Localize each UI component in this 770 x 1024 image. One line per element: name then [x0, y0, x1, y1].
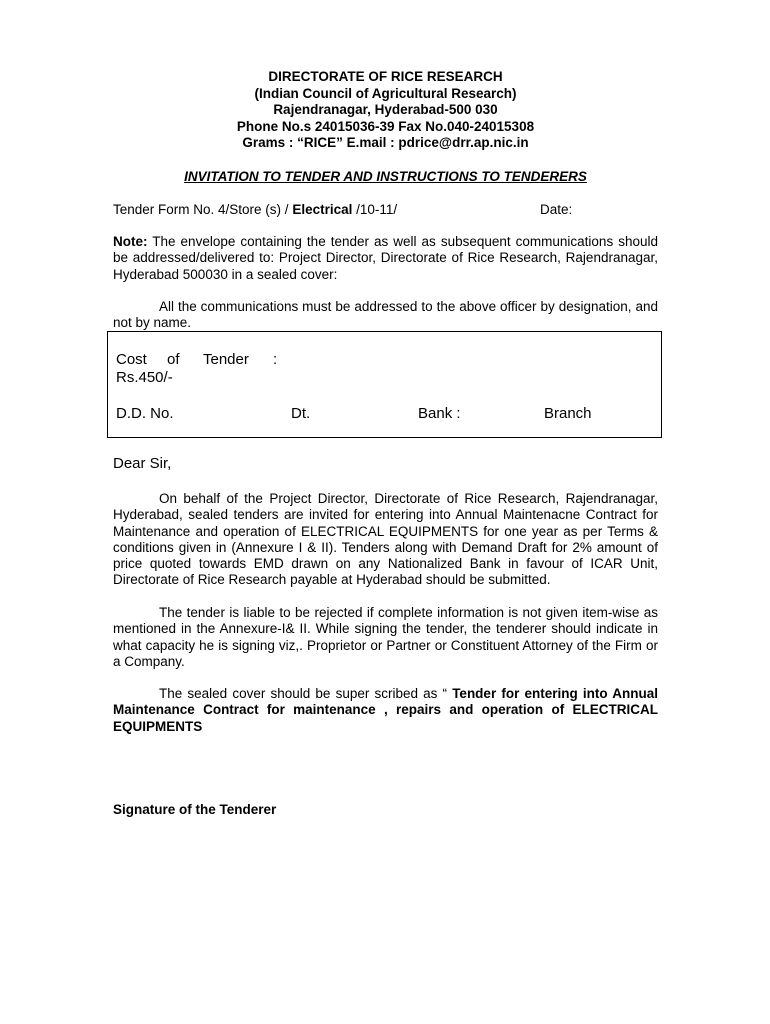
salutation: Dear Sir,	[113, 455, 172, 472]
tender-cost-amount: Rs.450/-	[116, 369, 173, 386]
dd-date-label: Dt.	[291, 405, 311, 422]
form-number-prefix: Tender Form No. 4/Store (s) /	[113, 202, 293, 217]
address: Rajendranagar, Hyderabad-500 030	[273, 102, 498, 117]
note-paragraph	[113, 234, 658, 283]
of-label: of	[167, 351, 180, 368]
organization-name: DIRECTORATE OF RICE RESEARCH	[268, 69, 503, 84]
date-label: Date:	[540, 202, 573, 217]
tender-cost-box	[107, 331, 662, 438]
dd-number-label: D.D. No.	[116, 405, 174, 422]
bank-label: Bank :	[418, 405, 461, 422]
communications-paragraph: All the communications must be addressed to the above officer by designation, and not by name.	[113, 299, 658, 331]
note-label: Note:	[113, 234, 148, 249]
document-title: INVITATION TO TENDER AND INSTRUCTIONS TO TENDERERS	[184, 169, 587, 184]
superscription-text: Tender for entering into Annual Maintenance Contract for maintenance , repairs and operation of ELECTRICAL EQUIPMENTS	[113, 686, 659, 734]
grams-email: Grams : “RICE” E.mail : pdrice@drr.ap.nic.in	[242, 135, 529, 150]
body-paragraph-1: On behalf of the Project Director, Directorate of Rice Research, Rajendranagar, Hyderabad, sealed tenders are invited for entering into Annual Maintenacne Contract for Maintenance and operation of ELECTRICAL EQUIPMENTS for one year as per Terms & conditions given in (Annexure I & II). Tenders along with Demand Draft for 2% amount of price quoted towards EMD drawn on any Nationalized Bank in favour of ICAR Unit, Directorate of Rice Research payable at Hyderabad should be submitted.	[113, 491, 658, 588]
form-number-suffix: /10-11/	[352, 202, 398, 217]
form-number-category: Electrical	[292, 202, 353, 217]
tender-form-number	[113, 201, 397, 218]
body-paragraph-2: The tender is liable to be rejected if complete information is not given item-wise as mentioned in the Annexure-I& II. While signing the tender, the tenderer should indicate in what capacity he is signing viz,. Proprietor or Partner or Constituent Attorney of the Firm or a Company.	[113, 605, 658, 669]
superscription-prefix: The sealed cover should be super scribed as “	[159, 686, 453, 701]
cost-colon: :	[273, 351, 278, 368]
phone-fax: Phone No.s 24015036-39 Fax No.040-24015308	[236, 118, 535, 134]
cost-label: Cost	[116, 351, 147, 368]
letterhead	[113, 69, 658, 152]
branch-label: Branch	[544, 405, 592, 422]
body-paragraph-3	[113, 686, 658, 735]
note-text: The envelope containing the tender as well as subsequent communications should be addressed/delivered to: Project Director, Directorate of Rice Research, Rajendranagar, Hyderabad 500030 in a sealed cover:	[113, 234, 658, 282]
signature-label: Signature of the Tenderer	[113, 802, 277, 817]
parent-organization: (Indian Council of Agricultural Research)	[254, 85, 517, 101]
tender-label: Tender	[203, 351, 249, 368]
